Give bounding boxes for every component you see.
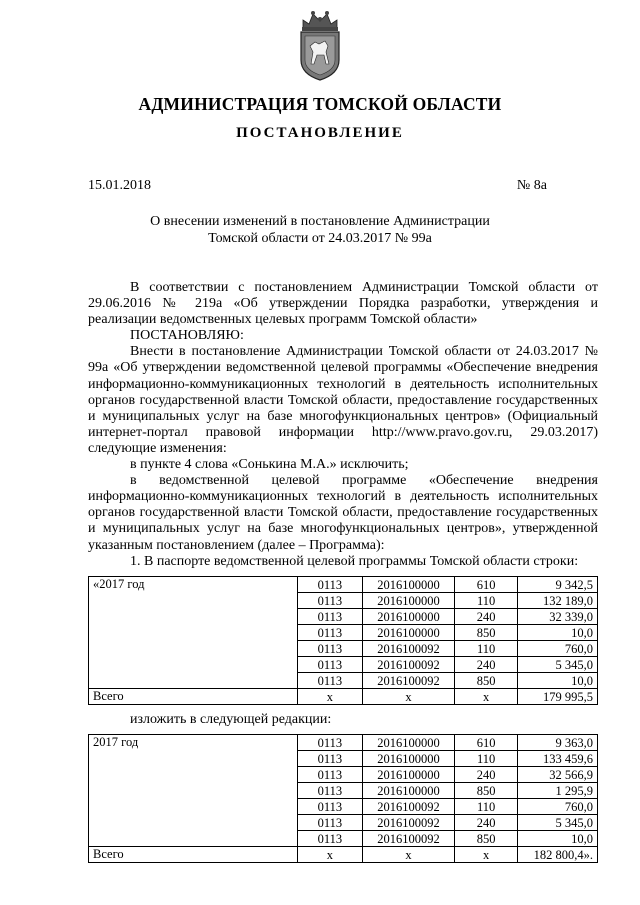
program-paragraph: в ведомственной целевой программе «Обеспечение внедрения информационно-коммуникационных технологий в деятельность исполнительных органов государственной власти Томской области, предоставление государственных и муниципальных услуг на базе многофункциональных центров», утвержденной указанным постановлением (далее – Программа): <box>88 473 598 553</box>
year-label-cell: «2017 год <box>89 577 298 689</box>
subject-line-2: Томской области от 24.03.2017 № 99а <box>208 231 432 246</box>
year-label-cell: 2017 год <box>89 735 298 847</box>
expense-type-cell: 850 <box>454 625 517 641</box>
section-code-cell: 0113 <box>297 609 363 625</box>
section-code-cell: 0113 <box>297 673 363 689</box>
target-article-cell: 2016100092 <box>363 657 455 673</box>
amount-cell: 132 189,0 <box>518 593 598 609</box>
expense-type-cell: 850 <box>454 783 517 799</box>
amount-cell: 760,0 <box>518 799 598 815</box>
amount-cell: 32 566,9 <box>518 767 598 783</box>
section-code-cell: 0113 <box>297 657 363 673</box>
expense-type-cell: 610 <box>454 735 517 751</box>
amount-cell: 5 345,0 <box>518 657 598 673</box>
amount-cell: 32 339,0 <box>518 609 598 625</box>
old-funding-table <box>88 576 598 705</box>
total-placeholder-cell: х <box>297 847 363 863</box>
expense-type-cell: 240 <box>454 609 517 625</box>
target-article-cell: 2016100092 <box>363 815 455 831</box>
total-placeholder-cell: х <box>297 689 363 705</box>
target-article-cell: 2016100092 <box>363 799 455 815</box>
amount-cell: 10,0 <box>518 625 598 641</box>
amount-cell: 9 363,0 <box>518 735 598 751</box>
amount-cell: 133 459,6 <box>518 751 598 767</box>
target-article-cell: 2016100000 <box>363 783 455 799</box>
total-placeholder-cell: х <box>454 847 517 863</box>
subject-line-1: О внесении изменений в постановление Администрации <box>150 214 490 229</box>
section-code-cell: 0113 <box>297 815 363 831</box>
target-article-cell: 2016100000 <box>363 593 455 609</box>
section-code-cell: 0113 <box>297 831 363 847</box>
total-row <box>89 689 598 705</box>
expense-type-cell: 610 <box>454 577 517 593</box>
document-number: № 8а <box>516 178 547 193</box>
target-article-cell: 2016100000 <box>363 577 455 593</box>
passport-paragraph: 1. В паспорте ведомственной целевой программы Томской области строки: <box>130 553 579 569</box>
section-code-cell: 0113 <box>297 751 363 767</box>
expense-type-cell: 850 <box>454 831 517 847</box>
expense-type-cell: 110 <box>454 751 517 767</box>
amount-cell: 9 342,5 <box>518 577 598 593</box>
total-placeholder-cell: х <box>363 847 455 863</box>
preamble-paragraph: В соответствии с постановлением Администрации Томской области от 29.06.2016 № 219а «Об утверждении Порядка разработки, утверждения и реализации ведомственных целевых программ Томской области» <box>88 280 598 328</box>
clause-4-paragraph: в пункте 4 слова «Сонькина М.А.» исключить; <box>130 457 409 473</box>
target-article-cell: 2016100000 <box>363 751 455 767</box>
target-article-cell: 2016100000 <box>363 735 455 751</box>
coat-of-arms-emblem <box>295 6 345 84</box>
total-amount-cell: 179 995,5 <box>518 689 598 705</box>
section-code-cell: 0113 <box>297 625 363 641</box>
amount-cell: 5 345,0 <box>518 815 598 831</box>
total-placeholder-cell: х <box>363 689 455 705</box>
resolve-word: ПОСТАНОВЛЯЮ: <box>130 328 244 344</box>
section-code-cell: 0113 <box>297 577 363 593</box>
amendment-paragraph: Внести в постановление Администрации Томской области от 24.03.2017 № 99а «Об утверждении ведомственной целевой программы «Обеспечение внедрения информационно-коммуникационных технологий в деятельность исполнительных органов государственной власти Томской области, предоставление государственных и муниципальных услуг на базе многофункциональных центров» (Официальный интернет-портал правовой информации http://www.pravo.gov.ru, 29.03.2017) следующие изменения: <box>88 344 598 456</box>
amount-cell: 1 295,9 <box>518 783 598 799</box>
section-code-cell: 0113 <box>297 767 363 783</box>
total-row <box>89 847 598 863</box>
table-row <box>89 735 598 751</box>
document-body <box>88 280 598 570</box>
amount-cell: 10,0 <box>518 673 598 689</box>
replacement-phrase: изложить в следующей редакции: <box>130 712 332 727</box>
target-article-cell: 2016100000 <box>363 609 455 625</box>
total-amount-cell: 182 800,4». <box>518 847 598 863</box>
organization-title: АДМИНИСТРАЦИЯ ТОМСКОЙ ОБЛАСТИ <box>138 94 502 114</box>
section-code-cell: 0113 <box>297 735 363 751</box>
section-code-cell: 0113 <box>297 799 363 815</box>
section-code-cell: 0113 <box>297 593 363 609</box>
total-label-cell: Всего <box>89 689 298 705</box>
target-article-cell: 2016100092 <box>363 641 455 657</box>
section-code-cell: 0113 <box>297 641 363 657</box>
document-subject <box>0 213 640 247</box>
expense-type-cell: 240 <box>454 815 517 831</box>
document-date: 15.01.2018 <box>88 178 151 193</box>
amount-cell: 760,0 <box>518 641 598 657</box>
target-article-cell: 2016100000 <box>363 767 455 783</box>
expense-type-cell: 240 <box>454 657 517 673</box>
target-article-cell: 2016100000 <box>363 625 455 641</box>
expense-type-cell: 110 <box>454 799 517 815</box>
target-article-cell: 2016100092 <box>363 673 455 689</box>
total-placeholder-cell: х <box>454 689 517 705</box>
expense-type-cell: 240 <box>454 767 517 783</box>
new-funding-table <box>88 734 598 863</box>
amount-cell: 10,0 <box>518 831 598 847</box>
target-article-cell: 2016100092 <box>363 831 455 847</box>
expense-type-cell: 110 <box>454 641 517 657</box>
total-label-cell: Всего <box>89 847 298 863</box>
expense-type-cell: 850 <box>454 673 517 689</box>
expense-type-cell: 110 <box>454 593 517 609</box>
document-type-title: ПОСТАНОВЛЕНИЕ <box>236 125 404 141</box>
table-row <box>89 577 598 593</box>
section-code-cell: 0113 <box>297 783 363 799</box>
